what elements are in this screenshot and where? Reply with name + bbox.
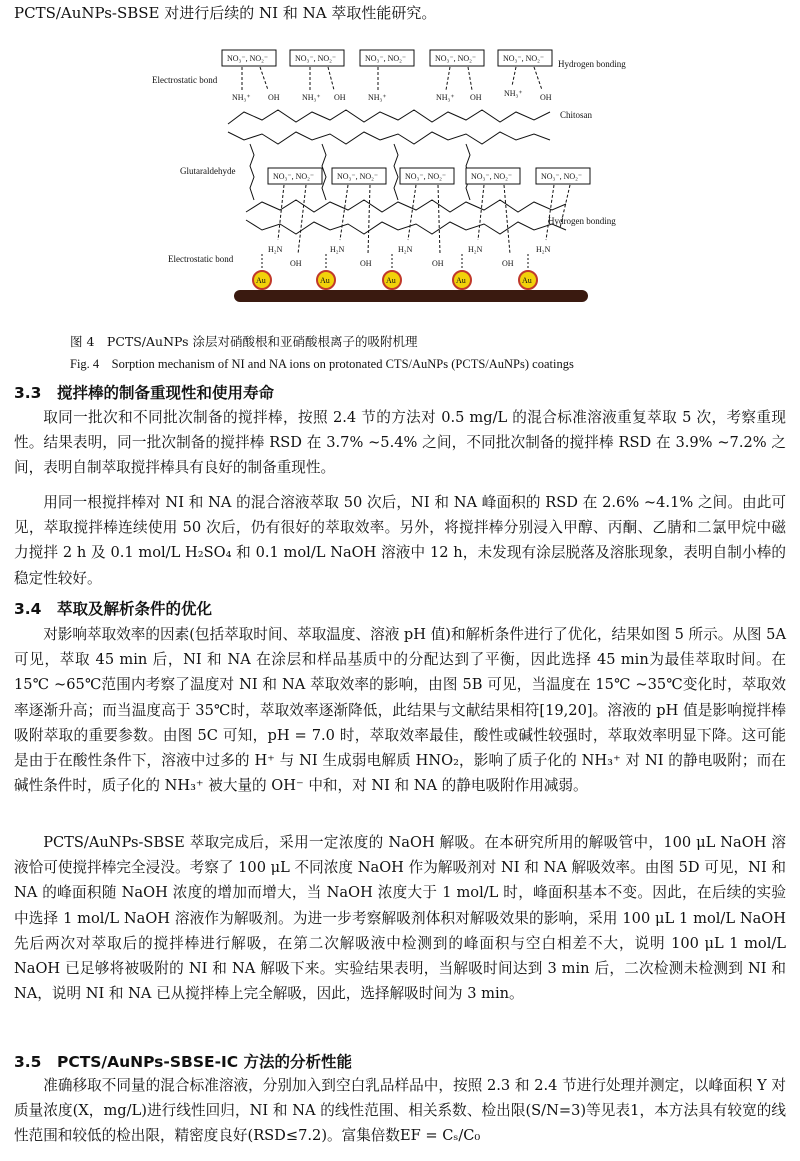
svg-text:OH: OH <box>432 259 444 268</box>
sorption-mechanism-figure <box>150 40 650 312</box>
svg-text:Au: Au <box>522 276 532 285</box>
svg-text:OH: OH <box>268 93 280 102</box>
chitosan-chain-bottom <box>246 200 566 234</box>
svg-text:NO₃⁻, NO₂⁻: NO₃⁻, NO₂⁻ <box>295 54 337 63</box>
svg-text:NH₃⁺: NH₃⁺ <box>504 89 523 98</box>
svg-text:NO₃⁻, NO₂⁻: NO₃⁻, NO₂⁻ <box>405 172 447 181</box>
svg-text:OH: OH <box>540 93 552 102</box>
svg-text:H₂N: H₂N <box>536 245 551 254</box>
svg-text:NH₃⁺: NH₃⁺ <box>368 93 387 102</box>
svg-text:NH₃⁺: NH₃⁺ <box>232 93 251 102</box>
svg-text:H₂N: H₂N <box>330 245 345 254</box>
figure-caption-en: Fig. 4 Sorption mechanism of NI and NA ions on protonated CTS/AuNPs (PCTS/AuNPs) coatings <box>70 357 574 371</box>
label-electrostatic-bottom: Electrostatic bond <box>168 254 234 264</box>
para-3-4-2: PCTS/AuNPs-SBSE 萃取完成后，采用一定浓度的 NaOH 解吸。在本研究所用的解吸管中，100 μL NaOH 溶液恰可使搅拌棒完全浸没。考察了 100 μL 不同浓度 NaOH 作为解吸剂对 NI 和 NA 解吸效率。由图 5D 可见，NI 和 NA 的峰面积随 NaOH 浓度的增加而增大，当 NaOH 浓度大于 1 mol/L 时，峰面积基本不变。因此，在后续的实验中选择 1 mol/L NaOH 溶液作为解吸剂。为进一步考察解吸剂体积对解吸效果的影响，采用 100 μL 1 mol/L NaOH 先后两次对萃取后的搅拌棒进行解吸，在第二次解吸液中检测到的峰面积与空白相差不大，说明 100 μL 1 mol/L NaOH 已足够将被吸附的 NI 和 NA 解吸下来。实验结果表明，当解吸时间达到 3 min 后，二次检测未检测到 NI 和 NA，说明 NI 和 NA 已从搅拌棒上完全解吸，因此，选择解吸时间为 3 min。 <box>14 834 786 1003</box>
para-3-4-1: 对影响萃取效率的因素(包括萃取时间、萃取温度、溶液 pH 值)和解析条件进行了优化，结果如图 5 所示。从图 5A 可见，萃取 45 min 后，NI 和 NA 在涂层和样品基质中的分配达到了平衡，因此选择 45 min为最佳萃取时间。在 15℃ ~65℃范围内考察了温度对 NI 和 NA 萃取效率的影响，由图 5B 可见，当温度在 15℃ ~35℃变化时，萃取效率逐渐升高；而当温度高于 35℃时，萃取效率逐渐降低，此结果与文献结果相符[19,20]。溶液的 pH 值是影响搅拌棒吸附萃取的重要参数。由图 5C 可知，pH = 7.0 时，萃取效率最佳，酸性或碱性较强时，萃取效率明显下降。这可能是由于在酸性条件下，溶液中过多的 H⁺ 与 NI 生成弱电解质 HNO₂，影响了质子化的 NH₃⁺ 对 NI 的静电吸附；而在碱性条件时，质子化的 NH₃⁺ 被大量的 OH⁻ 中和，对 NI 和 NA 的静电吸附作用减弱。 <box>14 626 786 795</box>
svg-text:OH: OH <box>290 259 302 268</box>
label-hydrogen-top: Hydrogen bonding <box>558 59 626 69</box>
svg-text:NO₃⁻, NO₂⁻: NO₃⁻, NO₂⁻ <box>471 172 513 181</box>
gold-nanoparticles <box>253 271 537 289</box>
svg-text:Au: Au <box>456 276 466 285</box>
svg-text:NH₃⁺: NH₃⁺ <box>436 93 455 102</box>
svg-text:OH: OH <box>470 93 482 102</box>
svg-text:Au: Au <box>256 276 266 285</box>
svg-text:NO₃⁻, NO₂⁻: NO₃⁻, NO₂⁻ <box>337 172 379 181</box>
label-hydrogen-bottom: Hydrogen bonding <box>548 216 616 226</box>
stir-bar-rod <box>234 290 588 302</box>
svg-text:NO₃⁻, NO₂⁻: NO₃⁻, NO₂⁻ <box>365 54 407 63</box>
svg-text:NO₃⁻, NO₂⁻: NO₃⁻, NO₂⁻ <box>273 172 315 181</box>
svg-text:H₂N: H₂N <box>268 245 283 254</box>
svg-text:H₂N: H₂N <box>398 245 413 254</box>
para-3-3-2: 用同一根搅拌棒对 NI 和 NA 的混合溶液萃取 50 次后，NI 和 NA 峰面积的 RSD 在 2.6% ~4.1% 之间。由此可见，萃取搅拌棒连续使用 50 次后，仍有很好的萃取效率。另外，将搅拌棒分别浸入甲醇、丙酮、乙腈和二氯甲烷中磁力搅拌 2 h 及 0.1 mol/L H₂SO₄ 和 0.1 mol/L NaOH 溶液中 12 h，未发现有涂层脱落及溶胀现象，表明自制小棒的稳定性较好。 <box>14 494 786 587</box>
svg-text:NO₃⁻, NO₂⁻: NO₃⁻, NO₂⁻ <box>541 172 583 181</box>
para-3-5-1: 准确移取不同量的混合标准溶液，分别加入到空白乳品样品中，按照 2.3 和 2.4 节进行处理并测定，以峰面积 Y 对质量浓度(X，mg/L)进行线性回归，NI 和 NA 的线性范围、相关系数、检出限(S/N=3)等见表1，本方法具有较宽的线性范围和较低的检出限，精密度良好(RSD≤7.2)。富集倍数EF = Cₛ/C₀ <box>14 1077 786 1145</box>
intro-line: PCTS/AuNPs-SBSE 对进行后续的 NI 和 NA 萃取性能研究。 <box>14 4 437 22</box>
svg-text:Au: Au <box>320 276 330 285</box>
heading-3-5: 3.5 PCTS/AuNPs-SBSE-IC 方法的分析性能 <box>14 1053 353 1071</box>
svg-text:NH₃⁺: NH₃⁺ <box>302 93 321 102</box>
figure-caption-cn: 图 4 PCTS/AuNPs 涂层对硝酸根和亚硝酸根离子的吸附机理 <box>70 334 418 349</box>
heading-3-4: 3.4 萃取及解析条件的优化 <box>14 600 212 618</box>
label-glutaraldehyde: Glutaraldehyde <box>180 166 236 176</box>
para-3-3-1: 取同一批次和不同批次制备的搅拌棒，按照 2.4 节的方法对 0.5 mg/L 的混合标准溶液重复萃取 5 次，考察重现性。结果表明，同一批次制备的搅拌棒 RSD 在 3.7% ~5.4% 之间，不同批次制备的搅拌棒 RSD 在 3.9% ~7.2% 之间，表明自制萃取搅拌棒具有良好的制备重现性。 <box>14 409 786 477</box>
label-electrostatic-top: Electrostatic bond <box>152 75 218 85</box>
svg-text:OH: OH <box>502 259 514 268</box>
top-ion-boxes <box>222 50 552 66</box>
svg-text:NO₃⁻, NO₂⁻: NO₃⁻, NO₂⁻ <box>435 54 477 63</box>
chitosan-chain-top <box>228 110 550 144</box>
svg-text:NO₃⁻, NO₂⁻: NO₃⁻, NO₂⁻ <box>503 54 545 63</box>
svg-text:OH: OH <box>360 259 372 268</box>
heading-3-3: 3.3 搅拌棒的制备重现性和使用寿命 <box>14 384 274 402</box>
svg-text:OH: OH <box>334 93 346 102</box>
svg-text:H₂N: H₂N <box>468 245 483 254</box>
svg-text:Au: Au <box>386 276 396 285</box>
label-chitosan: Chitosan <box>560 110 593 120</box>
svg-text:NO₃⁻, NO₂⁻: NO₃⁻, NO₂⁻ <box>227 54 269 63</box>
